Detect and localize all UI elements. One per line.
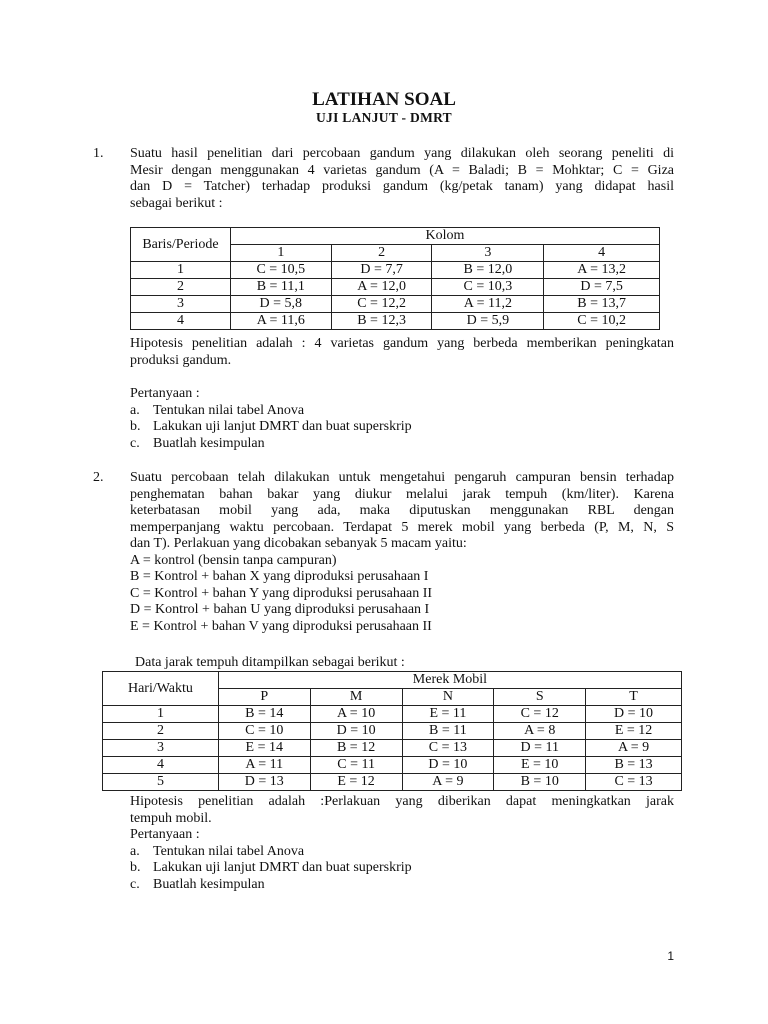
hypothesis-line: tempuh mobil. [130,810,212,826]
hypothesis-line: Hipotesis penelitian adalah : 4 varietas gandum yang berbeda memberikan peningkatan [130,336,674,351]
question-2-hypothesis [130,794,674,893]
table-cell: C = 10,5 [230,262,331,279]
intro-line: dan D = Tatcher) terhadap produksi gandum (kg/petak tanam) yang didapat hasil [130,179,674,194]
table-cell: D = 10 [402,757,494,774]
table-row [131,279,660,296]
list-item [130,877,674,894]
table-cell: E = 14 [218,740,310,757]
question-1-questions [130,386,674,452]
page-title: LATIHAN SOAL [312,89,456,110]
table-cell: D = 7,5 [544,279,660,296]
table-cell: D = 7,7 [331,262,432,279]
table-row [103,774,682,791]
table-cell: B = 11,1 [230,279,331,296]
hypothesis-line: Hipotesis penelitian adalah :Perlakuan yang diberikan dapat meningkatkan jarak [130,794,674,809]
intro-line: sebagai berikut : [130,195,223,211]
list-item [130,436,674,453]
q1-data-table [130,227,660,330]
treatment-line: B = Kontrol + bahan X yang diproduksi perusahaan I [130,569,429,584]
intro-line: Suatu percobaan telah dilakukan untuk mengetahui pengaruh campuran bensin terhadap [130,470,674,485]
table-cell: B = 12 [310,740,402,757]
table-cell: C = 13 [402,740,494,757]
table-cell: D = 10 [586,706,682,723]
list-item [130,844,674,861]
row-label-cell: 1 [131,262,231,279]
table-cell: A = 11,2 [432,296,544,313]
table-row [103,757,682,774]
table-cell: C = 10,2 [544,313,660,330]
table-header-row [103,672,682,689]
table-cell: A = 9 [586,740,682,757]
question-2-intro [130,470,674,635]
row-label-cell: 3 [131,296,231,313]
table-cell: B = 10 [494,774,586,791]
intro-line: dan T). Perlakuan yang dicobakan sebanyak 5 macam yaitu: [130,536,467,551]
hypothesis-line: produksi gandum. [130,352,232,368]
treatment-line: C = Kontrol + bahan Y yang diproduksi perusahaan II [130,585,433,601]
column-header-cell: 2 [331,245,432,262]
table-body [103,706,682,791]
row-label-cell: 1 [103,706,219,723]
table-cell: E = 12 [310,774,402,791]
list-marker: b. [130,860,141,875]
column-header-cell: 4 [544,245,660,262]
row-label-cell: 5 [103,774,219,791]
table-row [131,313,660,330]
row-label-cell: 2 [103,723,219,740]
table-cell: B = 13 [586,757,682,774]
table-cell: C = 10,3 [432,279,544,296]
question-1-number: 1. [93,146,104,161]
table-cell: D = 5,8 [230,296,331,313]
question-1-hypothesis [130,336,674,369]
table-cell: C = 12,2 [331,296,432,313]
column-header-cell: 1 [230,245,331,262]
question-1-intro [130,146,674,212]
list-item [130,860,674,877]
table-row [131,262,660,279]
table-cell: E = 12 [586,723,682,740]
table-cell: A = 11 [218,757,310,774]
table-cell: C = 11 [310,757,402,774]
row-label-cell: 3 [103,740,219,757]
q2-data-table [102,671,682,791]
table-row [103,706,682,723]
table-cell: A = 8 [494,723,586,740]
table-row [103,740,682,757]
list-text: Tentukan nilai tabel Anova [153,843,305,859]
column-header-cell: M [310,689,402,706]
question-2-number: 2. [93,470,104,485]
column-header-cell: T [586,689,682,706]
row-label-cell: 4 [103,757,219,774]
table-header-row [131,228,660,245]
table-cell: D = 13 [218,774,310,791]
intro-line: Suatu hasil penelitian dari percobaan gandum yang dilakukan oleh seorang peneliti di [130,146,674,161]
table-body [131,262,660,330]
row-header-cell: Hari/Waktu [103,672,219,706]
page-subtitle: UJI LANJUT - DMRT [315,110,452,125]
column-header-cell: S [494,689,586,706]
intro-line: keterbatasan mobil yang ada, maka diputuskan menggunakan RBL dengan [130,503,674,518]
table-cell: D = 11 [494,740,586,757]
row-label-cell: 2 [131,279,231,296]
list-text: Lakukan uji lanjut DMRT dan buat superskrip [153,419,412,434]
list-item [130,403,674,420]
list-marker: b. [130,419,141,434]
table-cell: A = 11,6 [230,313,331,330]
table-cell: B = 12,3 [331,313,432,330]
table-cell: B = 11 [402,723,494,740]
row-header-cell: Baris/Periode [131,228,231,262]
table-cell: D = 5,9 [432,313,544,330]
table-cell: C = 10 [218,723,310,740]
list-item [130,419,674,436]
table-cell: B = 13,7 [544,296,660,313]
table-cell: C = 12 [494,706,586,723]
table-cell: B = 12,0 [432,262,544,279]
intro-line: memperpanjang waktu percobaan. Terdapat 5 merek mobil yang berbeda (P, M, N, S [130,519,674,535]
group-header-cell: Merek Mobil [218,672,681,689]
list-marker: a. [130,402,140,418]
data-caption: Data jarak tempuh ditampilkan sebagai berikut : [135,655,405,670]
list-text: Lakukan uji lanjut DMRT dan buat superskrip [153,860,412,875]
table-cell: C = 13 [586,774,682,791]
questions-label: Pertanyaan : [130,827,200,842]
row-label-cell: 4 [131,313,231,330]
list-text: Tentukan nilai tabel Anova [153,402,305,418]
table-cell: D = 10 [310,723,402,740]
table-cell: E = 11 [402,706,494,723]
treatment-line: A = kontrol (bensin tanpa campuran) [130,552,337,568]
group-header-cell: Kolom [230,228,659,245]
list-marker: c. [130,435,140,451]
column-header-cell: 3 [432,245,544,262]
column-header-cell: P [218,689,310,706]
treatment-line: D = Kontrol + bahan U yang diproduksi perusahaan I [130,602,430,617]
page-number: 1 [667,949,674,963]
questions-label: Pertanyaan : [130,386,200,401]
table-cell: B = 14 [218,706,310,723]
list-marker: c. [130,876,140,892]
table-cell: A = 9 [402,774,494,791]
table-cell: E = 10 [494,757,586,774]
intro-line: Mesir dengan menggunakan 4 varietas gandum (A = Baladi; B = Mohktar; C = Giza [130,162,674,178]
table-cell: A = 13,2 [544,262,660,279]
table-row [103,723,682,740]
intro-line: penghematan bahan bakar yang diukur melalui jarak tempuh (km/liter). Karena [130,486,674,502]
list-text: Buatlah kesimpulan [153,435,265,451]
column-header-cell: N [402,689,494,706]
treatment-line: E = Kontrol + bahan V yang diproduksi perusahaan II [130,618,432,634]
table-cell: A = 12,0 [331,279,432,296]
table-row [131,296,660,313]
table-cell: A = 10 [310,706,402,723]
list-text: Buatlah kesimpulan [153,876,265,892]
list-marker: a. [130,843,140,859]
